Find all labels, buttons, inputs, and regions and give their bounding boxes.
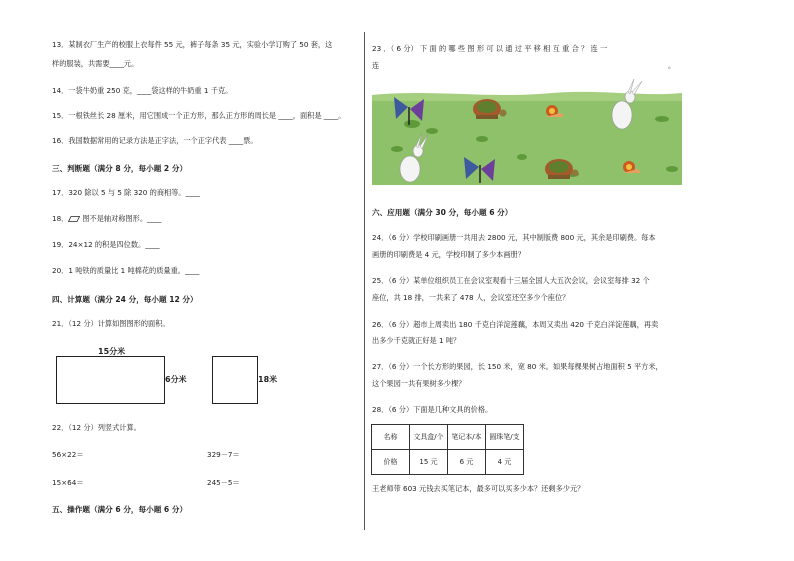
- calc-3: 15×64＝: [52, 478, 84, 487]
- question-27-line2: 这个果园一共有果树多少棵？: [372, 379, 466, 388]
- question-21: 21．（12 分）计算如图图形的面积。: [52, 319, 170, 328]
- question-28: 28．（6 分）下面是几种文具的价格。: [372, 405, 493, 414]
- question-18-text: 图不是轴对称图形。____: [82, 214, 162, 223]
- square-side-label: 18米: [258, 375, 278, 384]
- calc-4: 245－5＝: [207, 478, 240, 487]
- question-23-line1: 23 ．（ 6 分） 下 面 的 哪 些 图 形 可 以 通 过 平 移 相 互 重 合 ？ 连 一: [372, 44, 608, 53]
- question-25-line2: 座位，共 18 排，一共来了 478 人，会议室还空多少个座位？: [372, 293, 570, 302]
- parallelogram-icon: [68, 216, 80, 222]
- table-row: [372, 450, 524, 475]
- question-23-line2: 连: [372, 61, 380, 70]
- question-19: 19．24×12 的积是四位数。____: [52, 240, 160, 249]
- question-13-line1: 13．某制衣厂生产的校服上衣每件 55 元，裤子每条 35 元，实验小学订购了 50 套，这: [52, 40, 333, 49]
- section-4-heading: 四、计算题（满分 24 分，每小题 12 分）: [52, 295, 198, 304]
- question-23-end: 。: [668, 61, 676, 70]
- calc-2: 329－7＝: [207, 450, 240, 459]
- table-cell: 6 元: [448, 450, 486, 475]
- column-divider: [364, 32, 365, 530]
- table-cell: 15 元: [410, 450, 448, 475]
- question-27-line1: 27．（6 分）一个长方形的果园，长 150 米，宽 80 米。如果每棵果树占地面积 5 平方米，: [372, 362, 663, 371]
- question-26-line2: 出多少千克就正好是 1 吨？: [372, 336, 461, 345]
- rectangle-figure: [56, 356, 165, 404]
- table-cell: 价格: [372, 450, 410, 475]
- table-row: [372, 425, 524, 450]
- question-14: 14．一袋牛奶重 250 克，____袋这样的牛奶重 1 千克。: [52, 86, 233, 95]
- question-15: 15．一根铁丝长 28 厘米，用它围成一个正方形，那么正方形的周长是 ____，面积是 ____。: [52, 111, 346, 120]
- table-cell: 笔记本/本: [448, 425, 486, 450]
- question-18: [52, 214, 161, 224]
- question-28-prompt: 王老师带 603 元钱去买笔记本，最多可以买多少本？还剩多少元？: [372, 484, 585, 493]
- question-13-line2: 样的服装，共需要____元。: [52, 59, 139, 68]
- table-cell: 4 元: [486, 450, 524, 475]
- question-18-number: 18．: [52, 214, 69, 223]
- question-24-line2: 画册的印刷费是 4 元，学校印制了多少本画册？: [372, 250, 525, 259]
- square-figure: [212, 356, 258, 404]
- rectangle-width-label: 6分米: [165, 375, 187, 384]
- section-6-heading: 六、应用题（满分 30 分，每小题 6 分）: [372, 208, 513, 217]
- rectangle-length-label: 15分米: [98, 347, 126, 356]
- section-3-heading: 三、判断题（满分 8 分，每小题 2 分）: [52, 164, 188, 173]
- section-5-heading: 五、操作题（满分 6 分，每小题 6 分）: [52, 505, 188, 514]
- calc-1: 56×22＝: [52, 450, 84, 459]
- price-table: [371, 424, 524, 475]
- table-cell: 名称: [372, 425, 410, 450]
- question-20: 20．1 吨铁的质量比 1 吨棉花的质量重。____: [52, 266, 200, 275]
- question-25-line1: 25．（6 分）某单位组织员工在会议室观看十三届全国人大五次会议，会议室每排 32 个: [372, 276, 650, 285]
- question-22: 22．（12 分）列竖式计算。: [52, 423, 141, 432]
- question-26-line1: 26．（6 分）超市上周卖出 180 千克白洋淀莲藕，本周又卖出 420 千克白洋淀莲藕，再卖: [372, 320, 659, 329]
- translation-picture: [372, 79, 682, 185]
- table-cell: 文具盒/个: [410, 425, 448, 450]
- question-24-line1: 24．（6 分）学校印刷画册一共用去 2800 元，其中制版费 800 元，其余是印刷费。每本: [372, 233, 656, 242]
- question-17: 17．320 除以 5 与 5 除 320 的商相等。____: [52, 188, 200, 197]
- table-cell: 圆珠笔/支: [486, 425, 524, 450]
- question-16: 16．我国数据常用的记录方法是正字法，一个正字代表 ____票。: [52, 136, 258, 145]
